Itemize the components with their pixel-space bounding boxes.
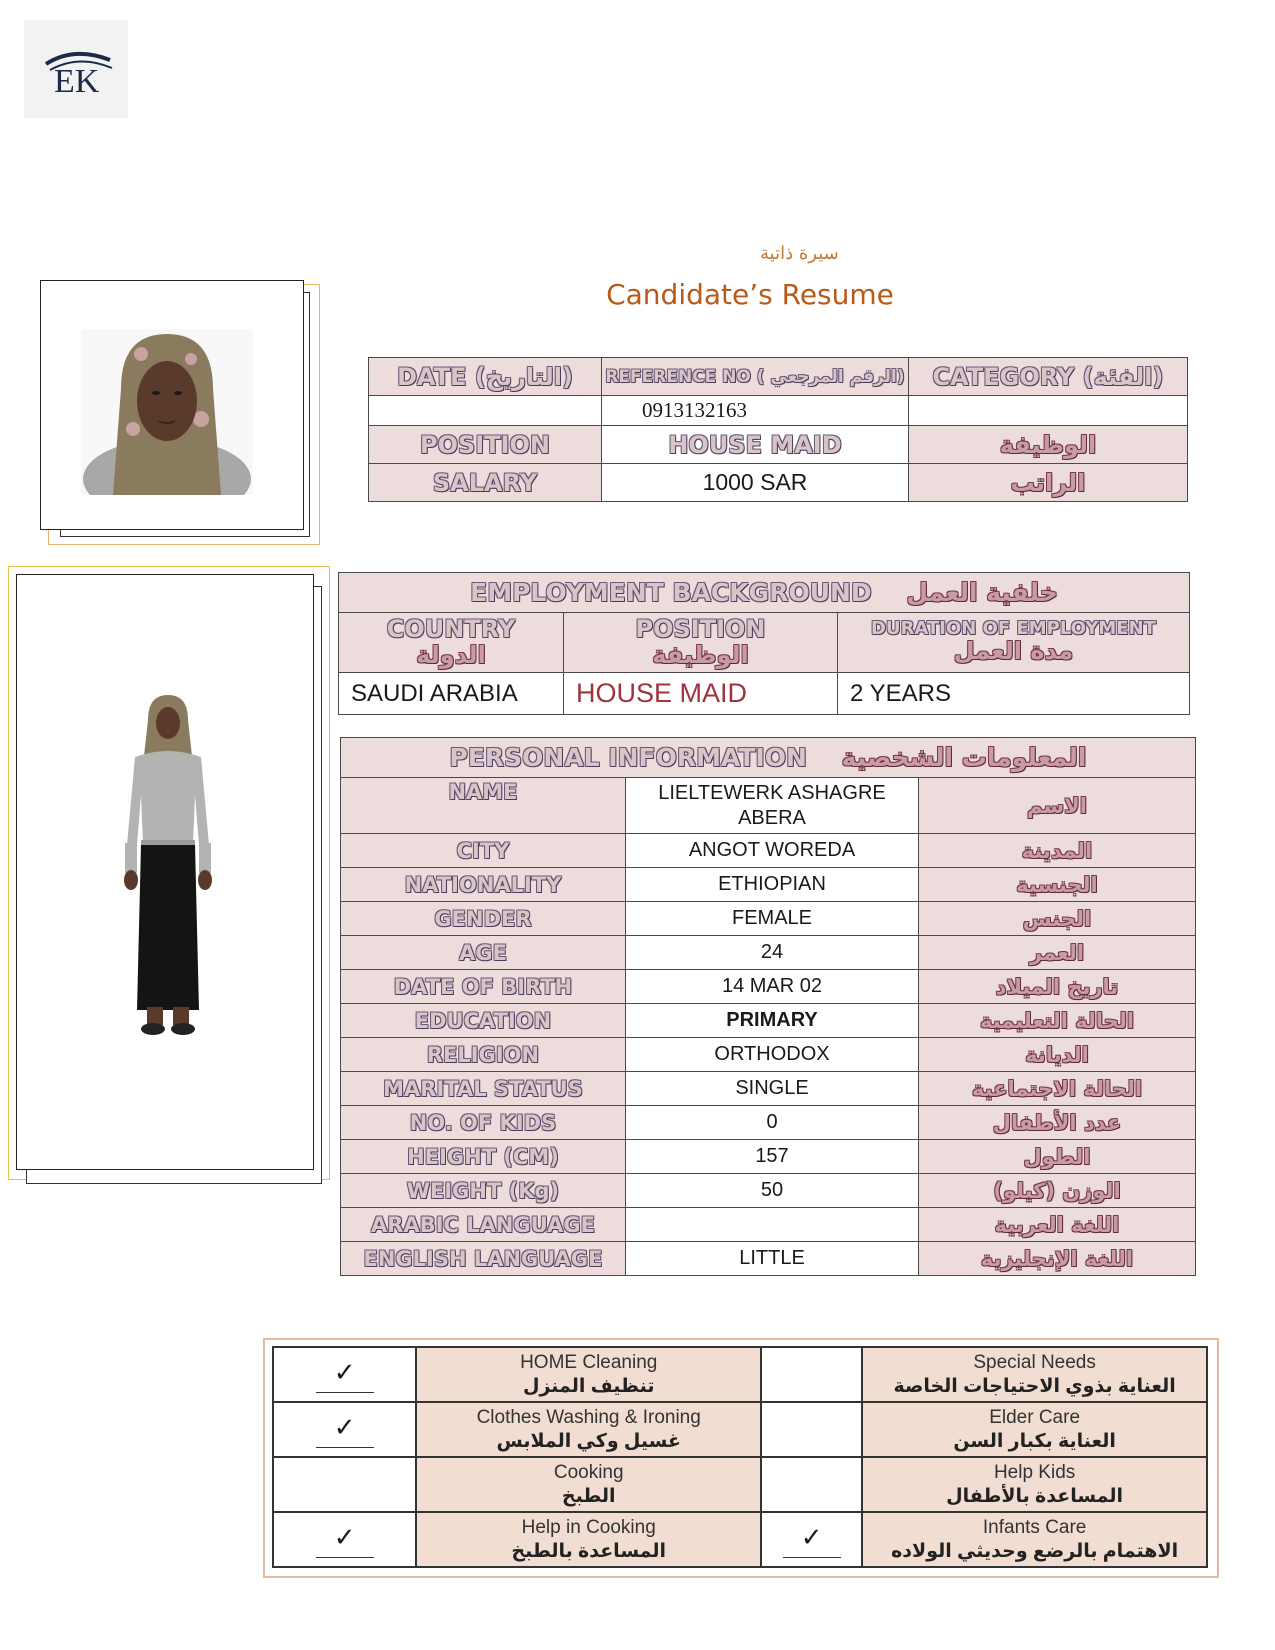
skill-cell <box>862 1402 1207 1457</box>
category-value <box>909 396 1188 426</box>
position-header <box>564 613 838 673</box>
employment-table <box>338 572 1190 715</box>
row-value: ETHIOPIAN <box>626 868 919 902</box>
row-value: PRIMARY <box>626 1004 919 1038</box>
row-arabic: الطول <box>919 1140 1196 1174</box>
row-value <box>626 1208 919 1242</box>
row-arabic: المدينة <box>919 834 1196 868</box>
row-value: 0 <box>626 1106 919 1140</box>
skill-cell <box>416 1402 761 1457</box>
skill-cell <box>862 1512 1207 1567</box>
reference-label: REFERENCE NO ( الرقم المرجعي) <box>602 358 909 396</box>
skill-check <box>761 1347 862 1402</box>
row-value: 50 <box>626 1174 919 1208</box>
skill-name-arabic: تنظيف المنزل <box>522 1375 655 1397</box>
row-label: ARABIC LANGUAGE <box>341 1208 626 1242</box>
row-arabic: الوزن (كيلو) <box>919 1174 1196 1208</box>
emp-position-label: POSITION <box>635 615 766 644</box>
emp-position-value: HOUSE MAID <box>564 673 838 715</box>
skill-check <box>273 1457 416 1512</box>
row-label: WEIGHT (Kg) <box>341 1174 626 1208</box>
skill-cell <box>416 1457 761 1512</box>
full-body-photo-frame <box>8 566 330 1180</box>
table-row <box>341 1174 1196 1208</box>
table-row <box>341 1072 1196 1106</box>
skill-check <box>273 1512 416 1567</box>
row-arabic: الحالة الاجتماعية <box>919 1072 1196 1106</box>
row-value: 14 MAR 02 <box>626 970 919 1004</box>
skills-table <box>272 1346 1208 1568</box>
row-value: 24 <box>626 936 919 970</box>
row-arabic: تاريخ الميلاد <box>919 970 1196 1004</box>
personal-header <box>341 738 1196 778</box>
skills-row <box>273 1457 1207 1512</box>
row-arabic: اللغة الإنجليزية <box>919 1242 1196 1276</box>
row-value: LIELTEWERK ASHAGRE ABERA <box>626 778 919 834</box>
skill-check <box>273 1402 416 1457</box>
personal-title-arabic: المعلومات الشخصية <box>841 742 1087 772</box>
row-label: MARITAL STATUS <box>341 1072 626 1106</box>
row-label: CITY <box>341 834 626 868</box>
table-row <box>341 778 1196 834</box>
company-logo <box>24 20 128 118</box>
skill-name-arabic: الاهتمام بالرضع وحديثي الولاده <box>891 1540 1179 1562</box>
page-title: Candidate’s Resume <box>606 278 894 311</box>
row-label: GENDER <box>341 902 626 936</box>
duration-arabic: مدة العمل <box>953 637 1074 666</box>
subtitle-arabic: سيرة ذاتية <box>760 243 839 264</box>
position-value: HOUSE MAID <box>602 426 909 464</box>
skill-cell <box>862 1457 1207 1512</box>
salary-label: SALARY <box>369 464 602 502</box>
row-arabic: العمر <box>919 936 1196 970</box>
skill-cell <box>416 1347 761 1402</box>
summary-table <box>368 357 1188 502</box>
skill-check <box>761 1457 862 1512</box>
skill-name-arabic: المساعدة بالطبخ <box>511 1540 667 1562</box>
table-row <box>341 1038 1196 1072</box>
row-value: FEMALE <box>626 902 919 936</box>
emp-position-arabic: الوظيفة <box>652 640 749 669</box>
skill-name-arabic: غسيل وكي الملابس <box>496 1430 681 1452</box>
position-label: POSITION <box>369 426 602 464</box>
checkmark-icon: ✓ <box>316 1522 374 1558</box>
portrait-photo-frame <box>40 280 320 545</box>
row-label: NO. OF KIDS <box>341 1106 626 1140</box>
row-label: HEIGHT (CM) <box>341 1140 626 1174</box>
position-arabic: الوظيفة <box>909 426 1188 464</box>
employment-title-arabic: خلفية العمل <box>906 577 1058 607</box>
salary-arabic: الراتب <box>909 464 1188 502</box>
skill-cell <box>862 1347 1207 1402</box>
row-arabic: الحالة التعليمية <box>919 1004 1196 1038</box>
checkmark-icon: ✓ <box>316 1412 374 1448</box>
table-row <box>341 868 1196 902</box>
duration-label: DURATION OF EMPLOYMENT <box>871 618 1156 640</box>
table-row <box>341 1208 1196 1242</box>
skill-name-arabic: المساعدة بالأطفال <box>946 1485 1124 1507</box>
row-label: ENGLISH LANGUAGE <box>341 1242 626 1276</box>
row-value: SINGLE <box>626 1072 919 1106</box>
skill-check <box>761 1512 862 1567</box>
logo-icon <box>24 20 128 118</box>
country-value: SAUDI ARABIA <box>339 673 564 715</box>
country-arabic: الدولة <box>416 640 486 669</box>
skill-name: HOME Cleaning <box>520 1351 658 1373</box>
table-row <box>341 936 1196 970</box>
skill-name: Clothes Washing & Ironing <box>476 1406 701 1428</box>
skill-name: Special Needs <box>973 1351 1096 1373</box>
row-arabic: الديانة <box>919 1038 1196 1072</box>
row-arabic: عدد الأطفال <box>919 1106 1196 1140</box>
portrait-photo <box>81 329 253 495</box>
checkmark-icon: ✓ <box>316 1357 374 1393</box>
table-row <box>341 1106 1196 1140</box>
skill-check <box>273 1347 416 1402</box>
row-label: NATIONALITY <box>341 868 626 902</box>
personal-info-table <box>340 737 1196 1276</box>
skills-row <box>273 1347 1207 1402</box>
row-label: NAME <box>341 778 626 834</box>
row-arabic: الجنس <box>919 902 1196 936</box>
full-body-photo <box>113 695 223 1045</box>
personal-title: PERSONAL INFORMATION <box>449 742 807 772</box>
row-arabic: الجنسية <box>919 868 1196 902</box>
skill-name: Infants Care <box>982 1516 1087 1538</box>
table-row <box>341 1140 1196 1174</box>
duration-header <box>838 613 1190 673</box>
skill-name: Elder Care <box>989 1406 1081 1428</box>
row-arabic: اللغة العربية <box>919 1208 1196 1242</box>
row-value: ORTHODOX <box>626 1038 919 1072</box>
row-label: AGE <box>341 936 626 970</box>
category-label: CATEGORY (الفئة) <box>909 358 1188 396</box>
skills-row <box>273 1512 1207 1567</box>
skill-check <box>761 1402 862 1457</box>
row-label: RELIGION <box>341 1038 626 1072</box>
skill-name-arabic: العناية بكبار السن <box>953 1430 1116 1452</box>
row-label: DATE OF BIRTH <box>341 970 626 1004</box>
row-value: 157 <box>626 1140 919 1174</box>
skill-name-arabic: العناية بذوي الاحتياجات الخاصة <box>893 1375 1176 1397</box>
skills-row <box>273 1402 1207 1457</box>
skill-name: Help Kids <box>993 1461 1076 1483</box>
row-arabic: الاسم <box>919 778 1196 834</box>
employment-title: EMPLOYMENT BACKGROUND <box>470 577 872 607</box>
row-value: ANGOT WOREDA <box>626 834 919 868</box>
country-header <box>339 613 564 673</box>
checkmark-icon: ✓ <box>783 1522 841 1558</box>
duration-value: 2 YEARS <box>838 673 1190 715</box>
date-value <box>369 396 602 426</box>
country-label: COUNTRY <box>386 615 516 644</box>
date-label: DATE (التاريخ) <box>369 358 602 396</box>
skill-name: Help in Cooking <box>521 1516 656 1538</box>
table-row <box>341 902 1196 936</box>
skill-name: Cooking <box>553 1461 624 1483</box>
skill-name-arabic: الطبخ <box>561 1485 616 1507</box>
logo-text: EK <box>54 63 100 100</box>
table-row <box>341 1004 1196 1038</box>
salary-value: 1000 SAR <box>602 464 909 502</box>
reference-value: 0913132163 <box>602 396 909 426</box>
table-row <box>341 834 1196 868</box>
row-value: LITTLE <box>626 1242 919 1276</box>
table-row <box>341 970 1196 1004</box>
row-label: EDUCATION <box>341 1004 626 1038</box>
employment-header <box>339 573 1190 613</box>
skill-cell <box>416 1512 761 1567</box>
table-row <box>341 1242 1196 1276</box>
